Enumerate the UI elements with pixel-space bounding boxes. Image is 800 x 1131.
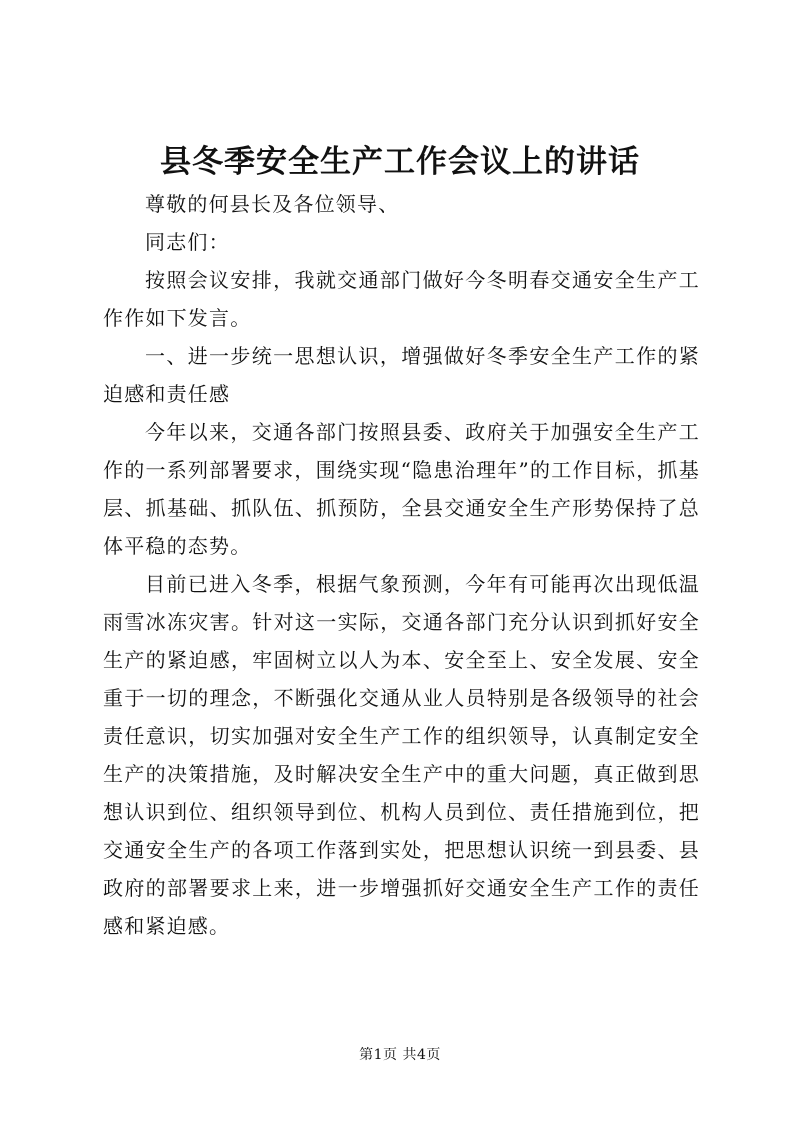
page-number-footer: 第1页 共4页 (359, 1047, 441, 1063)
body-paragraph: 按照会议安排，我就交通部门做好今冬明春交通安全生产工作作如下发言。 (103, 268, 700, 330)
body-paragraph: 今年以来，交通各部门按照县委、政府关于加强安全生产工作的一系列部署要求，围绕实现“隐患治理年”的工作目标，抓基层、抓基础、抓队伍、抓预防，全县交通安全生产形势保持了总体平稳的态势。 (103, 420, 700, 558)
section-heading: 一、进一步统一思想认识，增强做好冬季安全生产工作的紧迫感和责任感 (103, 344, 700, 406)
salutation-line: 同志们： (145, 230, 230, 254)
document-body (103, 185, 700, 945)
salutation-line: 尊敬的何县长及各位领导、 (145, 192, 400, 216)
body-paragraph: 目前已进入冬季，根据气象预测，今年有可能再次出现低温雨雪冰冻灾害。针对这一实际，交通各部门充分认识到抓好安全生产的紧迫感，牢固树立以人为本、安全至上、安全发展、安全重于一切的理念，不断强化交通从业人员特别是各级领导的社会责任意识，切实加强对安全生产工作的组织领导，认真制定安全生产的决策措施，及时解决安全生产中的重大问题，真正做到思想认识到位、组织领导到位、机构人员到位、责任措施到位，把交通安全生产的各项工作落到实处，把思想认识统一到县委、县政府的部署要求上来，进一步增强抓好交通安全生产工作的责任感和紧迫感。 (103, 572, 700, 938)
document-title: 县冬季安全生产工作会议上的讲话 (160, 144, 640, 180)
